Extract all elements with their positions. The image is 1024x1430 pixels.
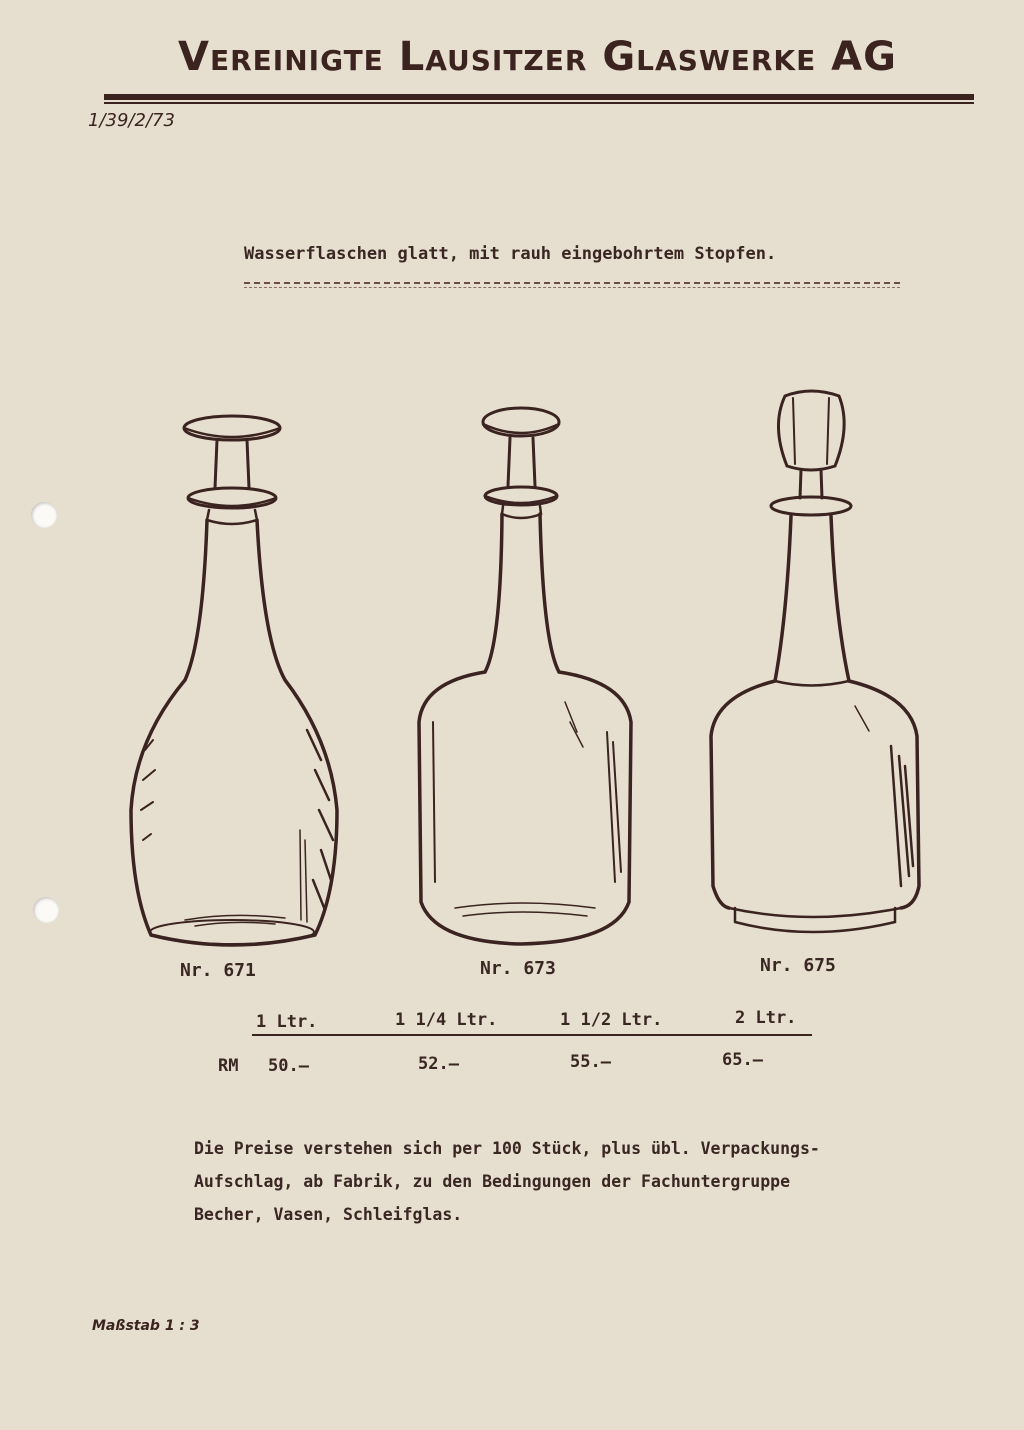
bottle-number-673: Nr. 673 xyxy=(480,958,556,979)
currency-label: RM xyxy=(218,1056,239,1076)
price-1: 50.— xyxy=(268,1056,309,1076)
volume-1: 1 Ltr. xyxy=(256,1012,318,1032)
volume-underline xyxy=(252,1034,812,1036)
bottle-number-671: Nr. 671 xyxy=(180,960,256,981)
letterhead-rule xyxy=(104,94,974,100)
scale-note: Maßstab 1 : 3 xyxy=(92,1318,200,1334)
bottle-673-drawing xyxy=(415,402,645,962)
volume-3: 1 1/2 Ltr. xyxy=(560,1010,663,1030)
bottle-675-drawing xyxy=(705,386,935,946)
price-2: 52.— xyxy=(418,1054,459,1074)
reference-number: 1/39/2/73 xyxy=(88,110,175,131)
letterhead-rule-thin xyxy=(104,102,974,104)
volume-4: 2 Ltr. xyxy=(735,1008,797,1028)
pricing-note-line-3: Becher, Vasen, Schleifglas. xyxy=(194,1205,463,1224)
bottle-number-675: Nr. 675 xyxy=(760,955,836,976)
pricing-note-line-1: Die Preise verstehen sich per 100 Stück, plus übl. Verpackungs- xyxy=(194,1139,820,1158)
punch-hole-icon xyxy=(33,897,59,923)
page-heading: Wasserflaschen glatt, mit rauh eingebohrtem Stopfen. xyxy=(244,244,777,264)
heading-underline xyxy=(244,282,900,284)
price-4: 65.— xyxy=(722,1050,763,1070)
punch-hole-icon xyxy=(31,502,57,528)
pricing-note xyxy=(194,1132,994,1231)
pricing-note-line-2: Aufschlag, ab Fabrik, zu den Bedingungen der Fachuntergruppe xyxy=(194,1172,791,1191)
bottle-671-drawing xyxy=(125,410,345,950)
company-letterhead: Vereinigte Lausitzer Glaswerke AG xyxy=(178,34,897,80)
heading-underline-2 xyxy=(244,287,900,288)
price-3: 55.— xyxy=(570,1052,611,1072)
volume-2: 1 1/4 Ltr. xyxy=(395,1010,498,1030)
